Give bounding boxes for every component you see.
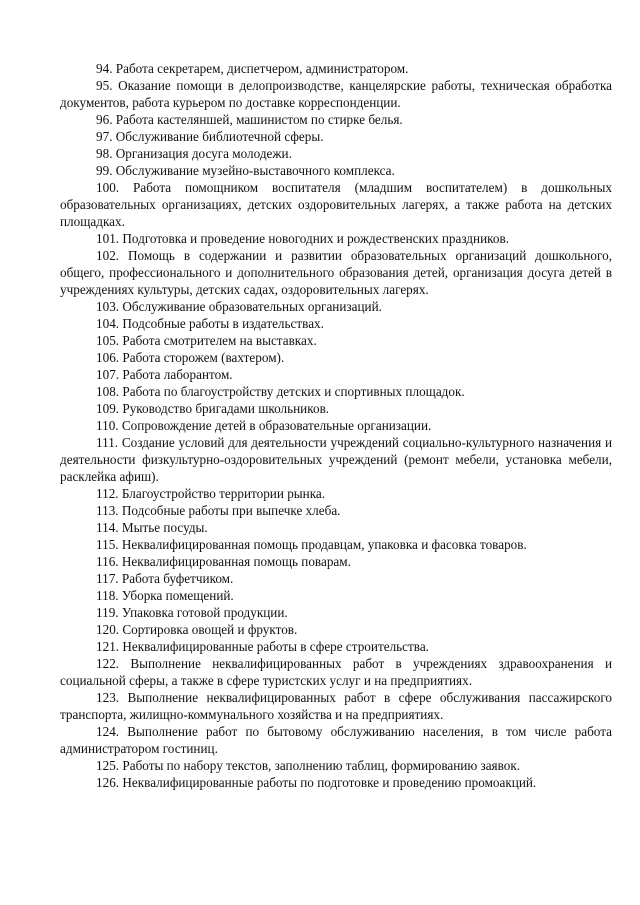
list-item-text: Неквалифицированные работы по подготовке и проведению промоакций. bbox=[122, 775, 537, 790]
list-item-text: Упаковка готовой продукции. bbox=[121, 605, 288, 620]
list-item-number: 100. bbox=[96, 180, 120, 195]
list-item-number: 116. bbox=[96, 554, 119, 569]
list-item-number: 104. bbox=[96, 316, 120, 331]
list-item bbox=[60, 77, 612, 111]
list-item-text: Выполнение неквалифицированных работ в сфере обслуживания пассажирского транспорта, жилищно-коммунального хозяйства и на предприятиях. bbox=[60, 690, 613, 722]
list-item bbox=[60, 587, 612, 604]
list-item-text: Работа помощником воспитателя (младшим воспитателем) в дошкольных образовательных организациях, детских оздоровительных лагерях, а также работа на детских площадках. bbox=[60, 180, 612, 229]
list-item bbox=[60, 332, 612, 349]
list-item-number: 119. bbox=[96, 605, 119, 620]
list-item-number: 111. bbox=[96, 435, 119, 450]
list-item bbox=[60, 502, 612, 519]
list-item-number: 107. bbox=[96, 367, 120, 382]
list-item bbox=[60, 570, 612, 587]
list-item-number: 105. bbox=[96, 333, 120, 348]
list-item bbox=[60, 298, 612, 315]
list-item bbox=[60, 417, 612, 434]
list-item-number: 94. bbox=[96, 61, 113, 76]
list-item bbox=[60, 655, 612, 689]
list-item bbox=[60, 111, 612, 128]
list-item-text: Благоустройство территории рынка. bbox=[121, 486, 326, 501]
list-item bbox=[60, 315, 612, 332]
list-item-number: 114. bbox=[96, 520, 119, 535]
list-item-number: 120. bbox=[96, 622, 120, 637]
list-item-number: 108. bbox=[96, 384, 120, 399]
list-item-text: Работа смотрителем на выставках. bbox=[122, 333, 317, 348]
list-item-text: Работа буфетчиком. bbox=[121, 571, 234, 586]
list-item-number: 125. bbox=[96, 758, 120, 773]
list-item-text: Работа сторожем (вахтером). bbox=[122, 350, 285, 365]
document-page bbox=[60, 60, 612, 791]
list-item-number: 98. bbox=[96, 146, 113, 161]
list-item-text: Неквалифицированная помощь поварам. bbox=[121, 554, 351, 569]
list-item bbox=[60, 604, 612, 621]
list-item-text: Оказание помощи в делопроизводстве, канцелярские работы, техническая обработка документов, работа курьером по доставке корреспонденции. bbox=[60, 78, 613, 110]
list-item-number: 101. bbox=[96, 231, 120, 246]
list-item bbox=[60, 145, 612, 162]
list-item bbox=[60, 774, 612, 791]
list-item-number: 121. bbox=[96, 639, 120, 654]
list-item-text: Работы по набору текстов, заполнению таблиц, формированию заявок. bbox=[122, 758, 521, 773]
list-item-number: 95. bbox=[96, 78, 113, 93]
list-item-text: Помощь в содержании и развитии образовательных организаций дошкольного, общего, профессионального и дополнительного образования детей, организация досуга детей в учреждениях культуры, детских садах, оздоровительных лагерях. bbox=[60, 248, 612, 297]
list-item-text: Выполнение работ по бытовому обслуживанию населения, в том числе работа администратором гостиниц. bbox=[60, 724, 613, 756]
list-item-number: 97. bbox=[96, 129, 113, 144]
list-item-text: Неквалифицированная помощь продавцам, упаковка и фасовка товаров. bbox=[121, 537, 527, 552]
list-item-text: Организация досуга молодежи. bbox=[115, 146, 292, 161]
list-item-number: 115. bbox=[96, 537, 119, 552]
list-item-text: Подготовка и проведение новогодних и рождественских праздников. bbox=[122, 231, 509, 246]
list-item-text: Работа секретарем, диспетчером, администратором. bbox=[115, 61, 409, 76]
list-item-text: Обслуживание библиотечной сферы. bbox=[115, 129, 324, 144]
list-item bbox=[60, 519, 612, 536]
list-item-text: Подсобные работы в издательствах. bbox=[122, 316, 324, 331]
list-item-text: Руководство бригадами школьников. bbox=[122, 401, 330, 416]
list-item-number: 112. bbox=[96, 486, 119, 501]
list-item-text: Подсобные работы при выпечке хлеба. bbox=[121, 503, 341, 518]
list-item bbox=[60, 723, 612, 757]
list-item-text: Мытье посуды. bbox=[121, 520, 208, 535]
list-item bbox=[60, 400, 612, 417]
list-item bbox=[60, 485, 612, 502]
list-item bbox=[60, 230, 612, 247]
list-item-text: Уборка помещений. bbox=[121, 588, 234, 603]
list-item-number: 117. bbox=[96, 571, 119, 586]
list-item bbox=[60, 638, 612, 655]
list-item bbox=[60, 689, 612, 723]
list-item-number: 126. bbox=[96, 775, 120, 790]
list-item-number: 109. bbox=[96, 401, 120, 416]
list-item bbox=[60, 536, 612, 553]
list-item-text: Сопровождение детей в образовательные организации. bbox=[121, 418, 432, 433]
list-item bbox=[60, 553, 612, 570]
list-item bbox=[60, 179, 612, 230]
list-item-number: 96. bbox=[96, 112, 113, 127]
list-item-text: Выполнение неквалифицированных работ в учреждениях здравоохранения и социальной сферы, а также в сфере туристских услуг и на предприятиях. bbox=[60, 656, 612, 688]
list-item bbox=[60, 621, 612, 638]
list-item-text: Работа по благоустройству детских и спортивных площадок. bbox=[122, 384, 465, 399]
list-item-text: Обслуживание образовательных организаций. bbox=[122, 299, 382, 314]
list-item bbox=[60, 366, 612, 383]
list-item-number: 122. bbox=[96, 656, 120, 671]
list-item bbox=[60, 434, 612, 485]
list-item-number: 124. bbox=[96, 724, 120, 739]
list-item-number: 110. bbox=[96, 418, 119, 433]
list-item bbox=[60, 757, 612, 774]
list-item-number: 118. bbox=[96, 588, 119, 603]
list-item bbox=[60, 247, 612, 298]
list-item-number: 99. bbox=[96, 163, 113, 178]
list-item bbox=[60, 128, 612, 145]
list-item-number: 123. bbox=[96, 690, 120, 705]
list-item-text: Обслуживание музейно-выставочного комплекса. bbox=[115, 163, 395, 178]
list-item bbox=[60, 60, 612, 77]
list-item bbox=[60, 383, 612, 400]
list-item-text: Работа кастеляншей, машинистом по стирке белья. bbox=[115, 112, 403, 127]
list-item bbox=[60, 162, 612, 179]
list-item-number: 102. bbox=[96, 248, 120, 263]
list-item-number: 113. bbox=[96, 503, 119, 518]
list-item-text: Работа лаборантом. bbox=[122, 367, 233, 382]
list-item-text: Неквалифицированные работы в сфере строительства. bbox=[122, 639, 429, 654]
list-item-text: Сортировка овощей и фруктов. bbox=[122, 622, 298, 637]
list-item bbox=[60, 349, 612, 366]
list-item-text: Создание условий для деятельности учреждений социально-культурного назначения и деятельности физкультурно-оздоровительных учреждений (ремонт мебели, установка мебели, расклейка афиш). bbox=[60, 435, 613, 484]
list-item-number: 106. bbox=[96, 350, 120, 365]
list-item-number: 103. bbox=[96, 299, 120, 314]
